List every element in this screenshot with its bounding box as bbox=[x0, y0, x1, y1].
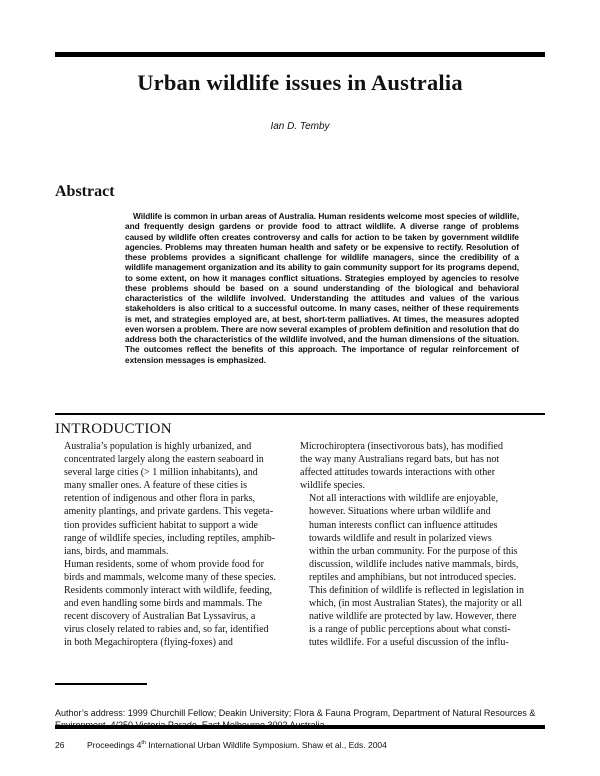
author-address: Author’s address: 1999 Churchill Fellow; Deakin University; Flora & Fauna Program, Department of Natural Resources & bbox=[55, 708, 536, 718]
text-line: however. Situations where urban wildlife and bbox=[309, 506, 491, 518]
footnote-rule bbox=[55, 683, 147, 685]
text-line: affected attitudes towards interactions with other bbox=[300, 467, 496, 479]
intro-rule bbox=[55, 413, 545, 415]
footer-text: Proceedings 4 bbox=[87, 740, 142, 750]
text-line: many smaller ones. A feature of these cities is bbox=[64, 480, 248, 492]
top-rule bbox=[55, 52, 545, 57]
left-column bbox=[55, 440, 280, 650]
text-line: several large cities (> 1 million inhabitants), and bbox=[64, 467, 258, 479]
bottom-rule bbox=[55, 725, 545, 729]
text-line: ians, birds, and mammals. bbox=[64, 545, 169, 557]
text-line: discussion, wildlife includes native mammals, birds, bbox=[309, 558, 519, 570]
page-footer bbox=[55, 740, 387, 750]
text-line: native wildlife are protected by law. However, there bbox=[309, 611, 517, 623]
text-line: is a range of public perceptions about what consti- bbox=[309, 624, 511, 636]
text-line: Australia’s population is highly urbanized, and bbox=[64, 441, 252, 452]
text-line: amenity plantings, and private gardens. This vegeta- bbox=[64, 506, 274, 518]
footer-text-rest: International Urban Wildlife Symposium. Shaw et al., Eds. 2004 bbox=[145, 740, 387, 750]
text-line: in both Megachiroptera (flying-foxes) and bbox=[64, 637, 233, 649]
abstract-text bbox=[125, 211, 519, 365]
text-line: recent discovery of Australian Bat Lyssavirus, a bbox=[64, 611, 256, 623]
author-name: Ian D. Temby bbox=[270, 121, 330, 132]
right-paragraph-1 bbox=[300, 440, 525, 492]
abstract-text-content: Wildlife is common in urban areas of Australia. Human residents welcome most species of wildlife, and frequently design gardens or provide food to attract wildlife. A diverse range of problems caused by wildlife often creates controversy and calls for action to be taken by government wildlife agencies. Problems may threaten human health and safety or be expensive to rectify. Resolution of these problems provides a significant challenge for wildlife managers, since the credibility of a wildlife management organization and its ability to gain community support for its programs depend, to some extent, on how it manages conflict situations. Strategies employed by agencies to resolve these problems should be based on a sound understanding of the biological and behavioral characteristics of the wildlife involved. Understanding the attitudes and values of the various stakeholders is also critical to a successful outcome. In many cases, neither of these requirements is met, and strategies employed are, at best, short-term palliatives. At times, the measures adopted even worsen a problem. There are now several examples of problem definition and resolution that do address both the characteristics of the wildlife involved, and the human dimensions of the situation. The outcomes reflect the benefits of this approach. The importance of regular reinforcement of extension messages is emphasized. bbox=[125, 211, 519, 365]
text-line: This definition of wildlife is reflected in legislation in bbox=[309, 585, 524, 597]
left-paragraph-1 bbox=[55, 440, 280, 558]
text-line: the way many Australians regard bats, but has not bbox=[300, 454, 500, 466]
page-number: 26 bbox=[55, 740, 65, 750]
text-line: retention of indigenous and other flora in parks, bbox=[64, 493, 256, 505]
text-line: tion provides sufficient habitat to support a wide bbox=[64, 519, 258, 531]
text-line: wildlife species. bbox=[300, 480, 365, 492]
abstract-heading: Abstract bbox=[55, 183, 115, 200]
footer-superscript: th bbox=[141, 740, 146, 747]
text-line: within the urban community. For the purpose of this bbox=[309, 545, 518, 557]
text-line: birds and mammals, welcome many of these species. bbox=[64, 571, 276, 583]
text-line: and even handling some birds and mammals. The bbox=[64, 598, 263, 610]
text-line: virus closely related to rabies and, so far, identified bbox=[64, 624, 269, 636]
text-line: reptiles and amphibians, but not introduced species. bbox=[309, 571, 517, 583]
text-line: Residents commonly interact with wildlife, feeding, bbox=[64, 585, 273, 597]
text-line: Microchiroptera (insectivorous bats), has modified bbox=[300, 441, 503, 452]
text-line: Human residents, some of whom provide food for bbox=[64, 558, 264, 570]
right-column bbox=[300, 440, 525, 650]
text-line: tutes wildlife. For a useful discussion of the influ- bbox=[309, 637, 509, 649]
right-paragraph-2 bbox=[300, 492, 525, 649]
text-line: concentrated largely along the eastern seaboard in bbox=[64, 454, 264, 466]
text-line: which, (in most Australian States), the majority or all bbox=[309, 598, 522, 610]
text-line: Not all interactions with wildlife are enjoyable, bbox=[309, 493, 499, 505]
text-line: range of wildlife species, including reptiles, amphib- bbox=[64, 532, 276, 544]
introduction-heading: INTRODUCTION bbox=[55, 421, 172, 437]
paper-title: Urban wildlife issues in Australia bbox=[137, 70, 463, 95]
text-line: human interests conflict can influence attitudes bbox=[309, 519, 498, 531]
left-paragraph-2 bbox=[55, 558, 280, 650]
text-line: towards wildlife and result in polarized views bbox=[309, 532, 492, 544]
